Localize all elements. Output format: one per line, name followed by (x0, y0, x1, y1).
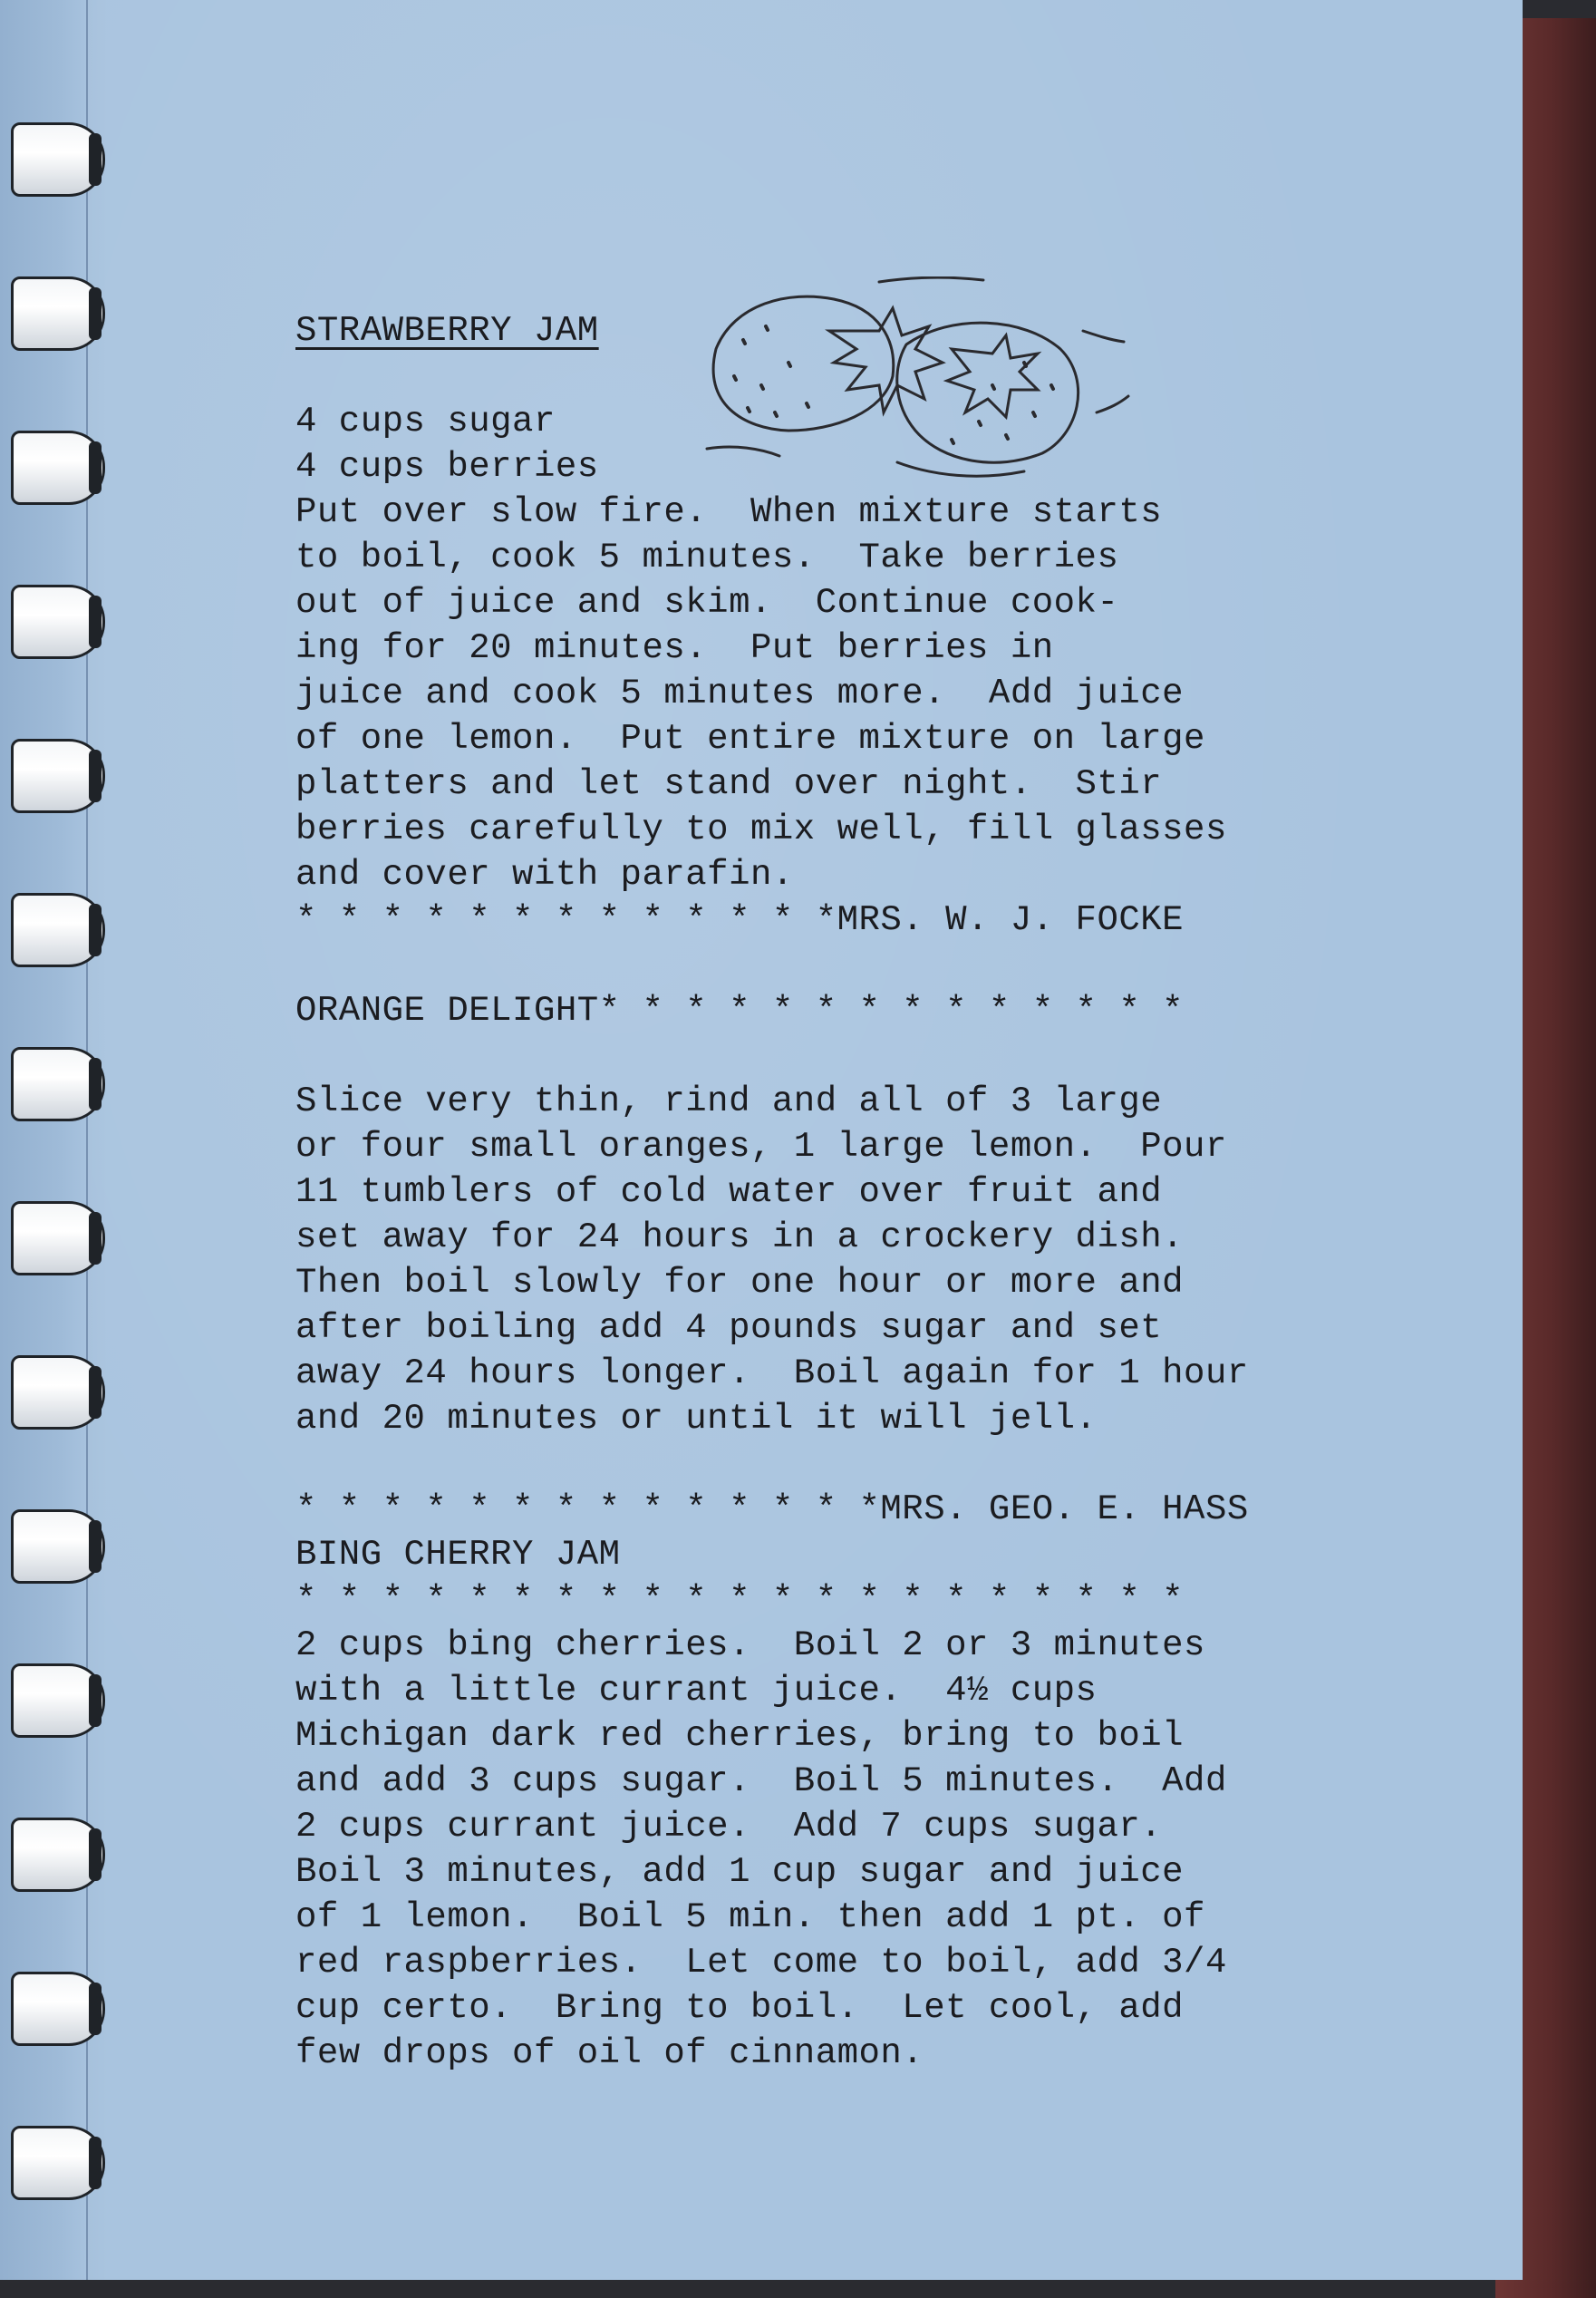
recipe-text (295, 308, 1365, 2076)
recipe-line: 2 cups bing cherries. Boil 2 or 3 minutes (295, 1625, 1205, 1665)
binding-ring (11, 431, 105, 505)
recipe-line: after boiling add 4 pounds sugar and set (295, 1308, 1163, 1348)
recipe-title: ORANGE DELIGHT* * * * * * * * * * * * * * (295, 991, 1185, 1031)
binding-ring (11, 1201, 105, 1275)
recipe-line: few drops of oil of cinnamon. (295, 2033, 924, 2073)
recipe-line: and 20 minutes or until it will jell. (295, 1399, 1098, 1439)
recipe-line: 11 tumblers of cold water over fruit and (295, 1172, 1163, 1212)
recipe-line: Then boil slowly for one hour or more and (295, 1263, 1185, 1303)
binding-ring (11, 1047, 105, 1121)
recipe-line: and add 3 cups sugar. Boil 5 minutes. Add (295, 1761, 1227, 1801)
recipe-line: and cover with parafin. (295, 855, 794, 895)
recipe-signature: * * * * * * * * * * * * * *MRS. GEO. E. HASS (295, 1489, 1249, 1529)
star-divider: * * * * * * * * * * * * * * * * * * * * * (295, 1580, 1185, 1620)
recipe-line: with a little currant juice. 4½ cups (295, 1671, 1098, 1711)
recipe-line: Slice very thin, rind and all of 3 large (295, 1081, 1163, 1121)
binding-ring (11, 2126, 105, 2200)
recipe-line: Boil 3 minutes, add 1 cup sugar and juice (295, 1852, 1185, 1892)
recipe-line: of 1 lemon. Boil 5 min. then add 1 pt. of (295, 1897, 1205, 1937)
recipe-line: platters and let stand over night. Stir (295, 764, 1163, 804)
binding-ring (11, 893, 105, 967)
ingredient-line: 4 cups berries (295, 447, 599, 487)
recipe-line: red raspberries. Let come to boil, add 3/4 (295, 1943, 1227, 1983)
binding-ring (11, 276, 105, 351)
recipe-line: out of juice and skim. Continue cook- (295, 583, 1119, 623)
recipe-line: or four small oranges, 1 large lemon. Pour (295, 1127, 1227, 1167)
recipe-line: to boil, cook 5 minutes. Take berries (295, 538, 1119, 577)
recipe-line: cup certo. Bring to boil. Let cool, add (295, 1988, 1185, 2028)
binding-ring (11, 1355, 105, 1430)
recipe-line: set away for 24 hours in a crockery dish. (295, 1217, 1185, 1257)
recipe-line: away 24 hours longer. Boil again for 1 hour (295, 1353, 1249, 1393)
binding-ring (11, 1509, 105, 1584)
binding-ring (11, 585, 105, 659)
binding-ring (11, 1972, 105, 2046)
binding-ring (11, 122, 105, 197)
recipe-title: BING CHERRY JAM (295, 1535, 621, 1575)
recipe-line: 2 cups currant juice. Add 7 cups sugar. (295, 1807, 1163, 1847)
recipe-line: of one lemon. Put entire mixture on large (295, 719, 1205, 759)
recipe-line: Put over slow fire. When mixture starts (295, 492, 1163, 532)
binding-ring (11, 1663, 105, 1738)
recipe-line: juice and cook 5 minutes more. Add juice (295, 674, 1185, 713)
ingredient-line: 4 cups sugar (295, 402, 556, 441)
binding-ring (11, 739, 105, 813)
recipe-line: ing for 20 minutes. Put berries in (295, 628, 1054, 668)
recipe-signature: * * * * * * * * * * * * *MRS. W. J. FOCKE (295, 900, 1185, 940)
recipe-title: STRAWBERRY JAM (295, 311, 599, 351)
binding-ring (11, 1818, 105, 1892)
recipe-line: berries carefully to mix well, fill glasses (295, 810, 1227, 849)
recipe-line: Michigan dark red cherries, bring to boil (295, 1716, 1185, 1756)
